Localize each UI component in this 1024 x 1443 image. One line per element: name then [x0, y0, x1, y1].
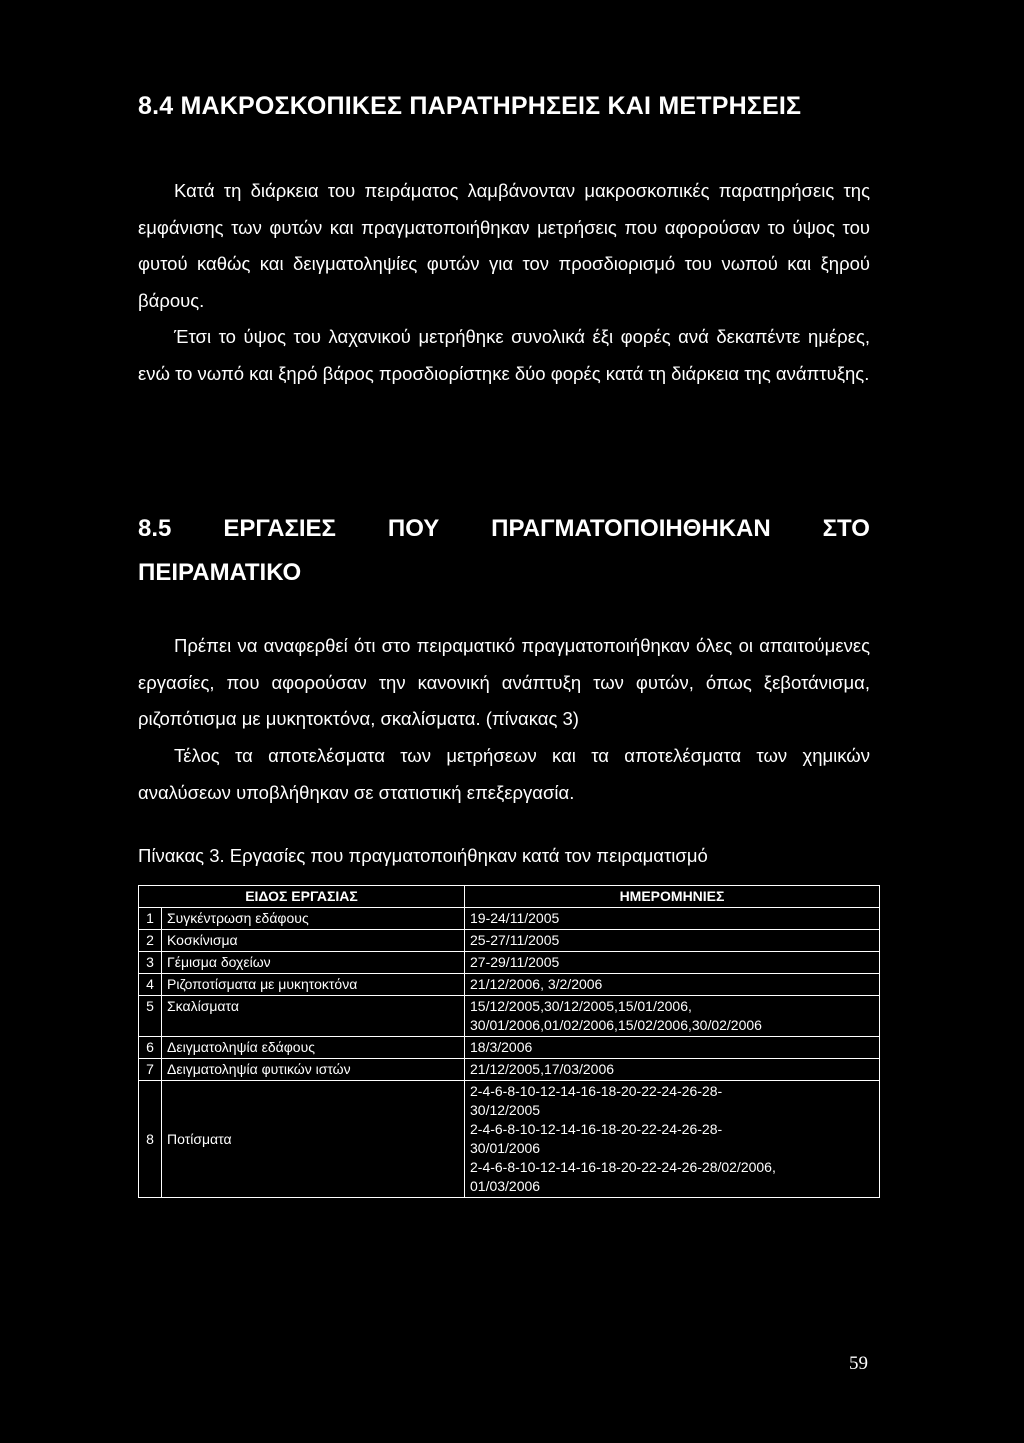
- date-line: 27-29/11/2005: [470, 954, 560, 970]
- heading-word: ΠΡΑΓΜΑΤΟΠΟΙΗΘΗΚΑΝ: [491, 515, 771, 542]
- row-number: 7: [139, 1059, 162, 1081]
- dates-cell: [465, 930, 880, 952]
- work-type-cell: Δειγματοληψία εδάφους: [162, 1037, 465, 1059]
- row-number: 5: [139, 996, 162, 1037]
- date-line: 30/12/2005: [470, 1102, 541, 1118]
- dates-cell: [465, 1081, 880, 1198]
- section-heading-8-5-line-1: [138, 507, 870, 551]
- date-line: 2-4-6-8-10-12-14-16-18-20-22-24-26-28-: [470, 1121, 723, 1137]
- paragraph-works: Πρέπει να αναφερθεί ότι στο πειραματικό πραγματοποιήθηκαν όλες οι απαιτούμενες εργασίες, που αφορούσαν την κανονική ανάπτυξη των φυτών, όπως ξεβοτάνισμα, ριζοπότισμα με μυκητοκτόνα, σκαλίσματα. (πίνακας 3): [138, 635, 870, 729]
- row-number: 3: [139, 952, 162, 974]
- date-line: 01/03/2006: [470, 1178, 541, 1194]
- dates-cell: [465, 996, 880, 1037]
- work-type-cell: Ποτίσματα: [162, 1081, 465, 1198]
- paragraph-statistics: Τέλος τα αποτελέσματα των μετρήσεων και τα αποτελέσματα των χημικών αναλύσεων υποβλήθηκαν σε στατιστική επεξεργασία.: [138, 745, 870, 803]
- date-line: 21/12/2005,17/03/2006: [470, 1061, 615, 1077]
- heading-word: ΣΤΟ: [822, 515, 870, 542]
- header-dates: ΗΜΕΡΟΜΗΝΙΕΣ: [465, 886, 880, 908]
- heading-word: ΠΟΥ: [387, 515, 440, 542]
- date-line: 25-27/11/2005: [470, 932, 560, 948]
- row-number: 1: [139, 908, 162, 930]
- table-row: [139, 952, 880, 974]
- table-row: [139, 930, 880, 952]
- work-type-cell: Κοσκίνισμα: [162, 930, 465, 952]
- date-line: 18/3/2006: [470, 1039, 533, 1055]
- table-row: [139, 1081, 880, 1198]
- work-type-cell: Γέμισμα δοχείων: [162, 952, 465, 974]
- table-row: [139, 908, 880, 930]
- row-number: 4: [139, 974, 162, 996]
- section-heading-8-4: 8.4 ΜΑΚΡΟΣΚΟΠΙΚΕΣ ΠΑΡΑΤΗΡΗΣΕΙΣ ΚΑΙ ΜΕΤΡΗΣΕΙΣ: [138, 92, 802, 120]
- page-number: 59: [849, 1353, 868, 1374]
- work-type-cell: Σκαλίσματα: [162, 996, 465, 1037]
- dates-cell: [465, 1037, 880, 1059]
- work-type-cell: Δειγματοληψία φυτικών ιστών: [162, 1059, 465, 1081]
- row-number: 8: [139, 1081, 162, 1198]
- works-table: [138, 885, 880, 1198]
- heading-word: ΕΡΓΑΣΙΕΣ: [223, 515, 336, 542]
- dates-cell: [465, 908, 880, 930]
- table-header-row: [139, 886, 880, 908]
- table-row: [139, 1059, 880, 1081]
- dates-cell: [465, 974, 880, 996]
- row-number: 2: [139, 930, 162, 952]
- date-line: 15/12/2005,30/12/2005,15/01/2006,: [470, 998, 692, 1014]
- section-heading-8-5: [138, 507, 870, 595]
- date-line: 30/01/2006: [470, 1140, 541, 1156]
- work-type-cell: Ριζοποτίσματα με μυκητοκτόνα: [162, 974, 465, 996]
- date-line: 2-4-6-8-10-12-14-16-18-20-22-24-26-28/02/2006,: [470, 1159, 776, 1175]
- row-number: 6: [139, 1037, 162, 1059]
- section-heading-8-5-line-2: ΠΕΙΡΑΜΑΤΙΚΟ: [138, 559, 302, 586]
- table-row: [139, 974, 880, 996]
- date-line: 2-4-6-8-10-12-14-16-18-20-22-24-26-28-: [470, 1083, 723, 1099]
- paragraph-observations: Κατά τη διάρκεια του πειράματος λαμβάνονταν μακροσκοπικές παρατηρήσεις της εμφάνισης των φυτών και πραγματοποιήθηκαν μετρήσεις που αφορούσαν το ύψος του φυτού καθώς και δειγματοληψίες φυτών για τον προσδιορισμό του νωπού και ξηρού βάρους.: [138, 180, 870, 311]
- table-caption: Πίνακας 3. Εργασίες που πραγματοποιήθηκαν κατά τον πειραματισμό: [138, 845, 708, 866]
- date-line: 21/12/2006, 3/2/2006: [470, 976, 603, 992]
- date-line: 19-24/11/2005: [470, 910, 560, 926]
- date-line: 30/01/2006,01/02/2006,15/02/2006,30/02/2006: [470, 1017, 762, 1033]
- table-row: [139, 1037, 880, 1059]
- header-work-type: ΕΙΔΟΣ ΕΡΓΑΣΙΑΣ: [139, 886, 465, 908]
- table-body: [139, 908, 880, 1198]
- table-row: [139, 996, 880, 1037]
- heading-number: 8.5: [138, 515, 172, 542]
- work-type-cell: Συγκέντρωση εδάφους: [162, 908, 465, 930]
- dates-cell: [465, 952, 880, 974]
- paragraph-measurements: Έτσι το ύψος του λαχανικού μετρήθηκε συνολικά έξι φορές ανά δεκαπέντε ημέρες, ενώ το νωπό και ξηρό βάρος προσδιορίστηκε δύο φορές κατά τη διάρκεια της ανάπτυξης.: [138, 326, 870, 384]
- dates-cell: [465, 1059, 880, 1081]
